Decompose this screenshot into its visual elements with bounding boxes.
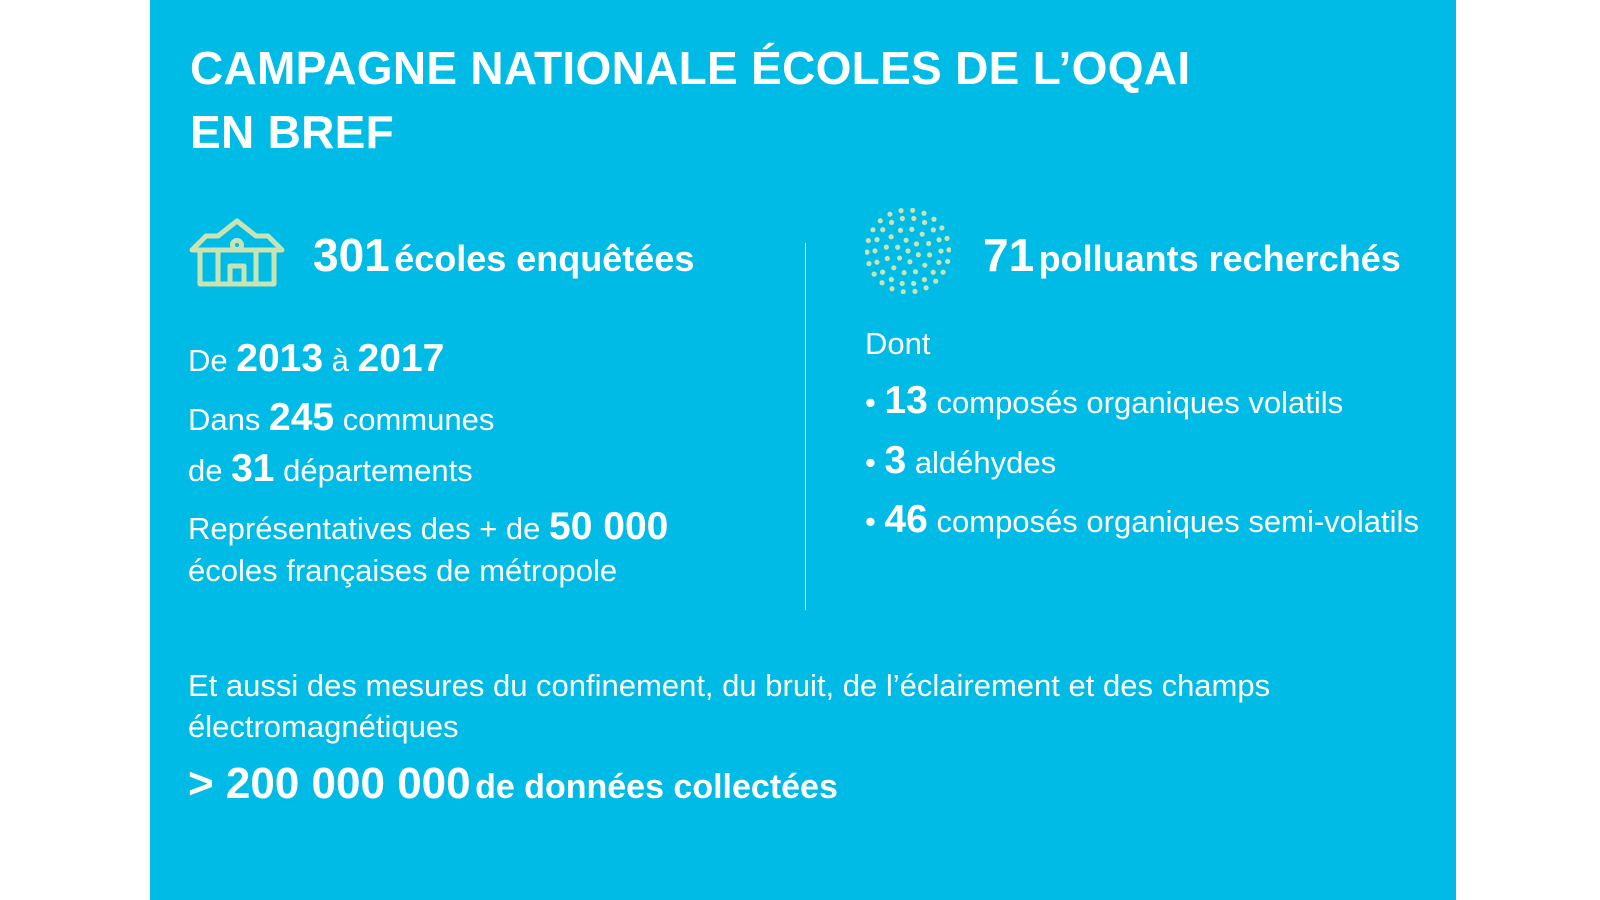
particles-dots-icon — [865, 208, 951, 294]
icon-dot — [936, 260, 941, 265]
icon-dot — [895, 245, 900, 250]
icon-dot — [907, 259, 912, 264]
icon-dot — [913, 269, 918, 274]
icon-dot — [897, 255, 902, 260]
period-start: 2013 — [236, 337, 324, 380]
communes-count: 245 — [269, 396, 335, 439]
bullet-dot: • — [865, 385, 876, 420]
icon-dot — [891, 265, 896, 270]
icon-dot — [866, 261, 871, 266]
school-building-icon — [188, 218, 286, 290]
icon-dot — [922, 277, 927, 282]
pollutant-item-cov — [865, 381, 1343, 423]
footer-line-2: électromagnétiques — [188, 709, 459, 744]
icon-dot — [926, 241, 931, 246]
icon-dot — [884, 245, 889, 250]
icon-dot — [939, 225, 944, 230]
communes-post: communes — [342, 402, 495, 437]
communes-line — [188, 398, 494, 440]
icon-dot — [933, 279, 938, 284]
data-collected-line — [188, 759, 838, 809]
schools-count: 301 — [313, 229, 390, 281]
icon-dot — [878, 218, 883, 223]
icon-dot — [902, 270, 907, 275]
schools-headline — [313, 228, 694, 282]
icon-dot — [874, 237, 879, 242]
icon-dot — [946, 247, 951, 252]
representative-line-1 — [188, 507, 668, 549]
title-line-2: EN BREF — [190, 106, 395, 158]
representative-count: 50 000 — [549, 505, 669, 548]
bullet-dot: • — [865, 445, 876, 480]
icon-dot — [931, 217, 936, 222]
icon-dot — [916, 252, 921, 257]
pollutant-item-cosv — [865, 500, 1419, 542]
icon-dot — [880, 227, 885, 232]
icon-dot — [898, 208, 903, 213]
pollutants-count: 71 — [983, 229, 1035, 281]
icon-dot — [909, 227, 914, 232]
icon-dot — [944, 236, 949, 241]
item-count: 13 — [884, 379, 928, 422]
icon-dot — [887, 212, 892, 217]
pollutants-label: polluants recherchés — [1038, 238, 1401, 279]
icon-dot — [900, 216, 905, 221]
icon-dot — [872, 272, 877, 277]
icon-dot — [898, 228, 903, 233]
icon-dot — [945, 259, 950, 264]
icon-dot — [905, 248, 910, 253]
departements-pre: de — [188, 453, 223, 488]
icon-dot — [889, 220, 894, 225]
pollutant-item-aldehydes — [865, 441, 1056, 483]
period-end: 2017 — [357, 337, 445, 380]
icon-dot — [901, 289, 906, 294]
icon-dot — [927, 252, 932, 257]
data-count: > 200 000 000 — [188, 759, 471, 808]
communes-pre: Dans — [188, 402, 261, 437]
icon-dot — [874, 260, 879, 265]
icon-dot — [904, 238, 909, 243]
icon-dot — [931, 270, 936, 275]
period-mid: à — [331, 343, 349, 378]
item-label: aldéhydes — [914, 445, 1057, 480]
item-label: composés organiques volatils — [936, 385, 1344, 420]
icon-dot — [912, 289, 917, 294]
dont-label: Dont — [865, 326, 931, 361]
icon-dot — [941, 270, 946, 275]
item-label: composés organiques semi-volatils — [936, 504, 1419, 539]
footer-line-1: Et aussi des mesures du confinement, du bruit, de l’éclairement et des champs — [188, 668, 1271, 703]
departements-post: départements — [283, 453, 473, 488]
icon-dot — [922, 220, 927, 225]
page-title — [190, 36, 1190, 164]
icon-dot — [889, 234, 894, 239]
pollutants-headline — [983, 228, 1401, 282]
icon-dot — [910, 208, 915, 213]
period-pre: De — [188, 343, 228, 378]
data-label: de données collectées — [475, 768, 838, 806]
icon-dot — [866, 238, 871, 243]
bullet-dot: • — [865, 504, 876, 539]
icon-dot — [911, 216, 916, 221]
item-count: 46 — [884, 498, 928, 541]
schools-label: écoles enquêtées — [394, 238, 695, 279]
representative-line-2: écoles françaises de métropole — [188, 553, 618, 588]
departements-line — [188, 449, 473, 491]
icon-dot — [938, 248, 943, 253]
icon-dot — [889, 286, 894, 291]
icon-dot — [865, 250, 870, 255]
item-count: 3 — [884, 439, 907, 482]
icon-dot — [931, 227, 936, 232]
column-divider — [805, 243, 806, 610]
icon-dot — [900, 281, 905, 286]
period-line — [188, 339, 444, 381]
icon-dot — [889, 277, 894, 282]
icon-dot — [879, 280, 884, 285]
icon-dot — [914, 241, 919, 246]
departements-count: 31 — [231, 447, 275, 490]
icon-dot — [911, 281, 916, 286]
infographic-panel — [150, 0, 1456, 900]
icon-dot — [923, 285, 928, 290]
icon-dot — [870, 227, 875, 232]
icon-dot — [872, 248, 877, 253]
icon-dot — [936, 237, 941, 242]
title-line-1: CAMPAGNE NATIONALE ÉCOLES DE L’OQAI — [190, 42, 1191, 94]
icon-dot — [885, 256, 890, 261]
icon-dot — [880, 270, 885, 275]
icon-dot — [921, 211, 926, 216]
icon-dot — [922, 263, 927, 268]
representative-pre: Représentatives des + de — [188, 511, 541, 546]
icon-dot — [920, 232, 925, 237]
